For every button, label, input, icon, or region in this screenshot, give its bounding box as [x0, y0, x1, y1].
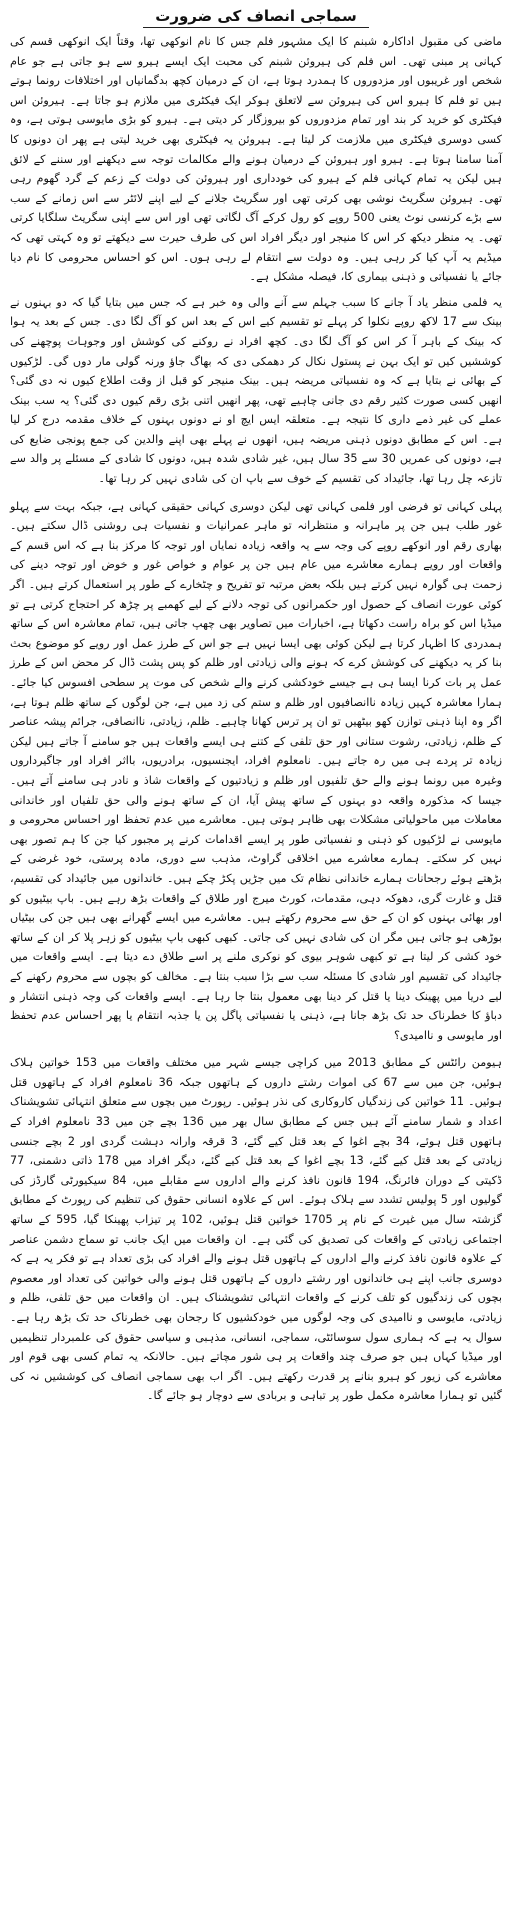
- title-wrap: [10, 6, 502, 28]
- article-paragraph: ہیومن رائٹس کے مطابق 2013 میں کراچی جیسے شہر میں مختلف واقعات میں 153 خواتین ہلاک ہوئیں، جن میں سے 67 کی اموات رشتے داروں کے ہاتھوں جبکہ 36 نامعلوم افراد کے ہاتھوں قتل ہوئیں۔ 11 خواتین کی زندگیاں کاروکاری کی نذر ہوئیں۔ رپورٹ میں بچوں سے متعلق انتہائی تشویشناک اعداد و شمار سامنے آئے ہیں جس کے مطابق سال بھر میں 136 بچے جن میں 33 نامعلوم افراد کے ہاتھوں قتل ہوئے، 34 بچے اغوا کے بعد قتل کیے گئے، 3 قرقہ وارانہ دہشت گردی اور 2 بچے جنسی زیادتی کے بعد قتل کیے گئے، 13 بچے اغوا کے بعد قتل کیے گئے، دیگر افراد میں 178 ذاتی دشمنی، 77 ڈکیتی کے دوران فائرنگ، 194 قانون نافذ کرنے والے اداروں سے مقابلے میں، 84 سیکیورٹی گارڈز کی گولیوں اور 5 پولیس تشدد سے ہلاک ہوئے۔ اس کے علاوہ انسانی حقوق کی تنظیم کی رپورٹ کے مطابق گزشتہ سال میں غیرت کے نام پر 1705 خواتین قتل ہوئیں، 102 پر تیزاب پھینکا گیا، 595 کے ساتھ اجتماعی زیادتی کے واقعات کی تصدیق کی گئی ہے۔ ان واقعات میں ایک جانب تو سماج دشمن عناصر کے علاوہ قانون نافذ کرنے والے اداروں کے ہاتھوں قتل ہونے والے افراد کی بڑی تعداد ہے تو فکر یہ ہے کہ دوسری جانب اپنے ہی خاندانوں اور رشتے داروں کے ہاتھوں قتل ہونے والی خواتین کی تعداد اور معصوم بچوں کی زندگیوں کو تلف کرنے کے واقعات انتہائی تشویشناک ہیں۔ ان واقعات میں حق تلفی، ظلم و زیادتی، مایوسی و ناامیدی کی وجہ لوگوں میں خودکشیوں کا رجحان بھی خطرناک حد تک بڑھ رہا ہے۔ سوال یہ ہے کہ ہماری سول سوسائٹی، سماجی، انسانی، مذہبی و سیاسی حقوق کی علمبردار تنظیمیں اور میڈیا کہاں ہیں جو صرف چند واقعات پر ہی شور مچاتے ہیں۔ حالانکہ یہ تمام کسی بھی قوم اور معاشرے کی زیور کو ہیرو بنانے پر قدرت رکھتے ہیں۔ اگر اب بھی سماجی انصاف کی کوششیں نہ کی گئیں تو ہمارا معاشرہ مکمل طور پر تباہی و بربادی سے دوچار ہو جائے گا۔: [10, 1056, 503, 1403]
- article-title: سماجی انصاف کی ضرورت: [143, 7, 368, 28]
- article-paragraph: پہلی کہانی تو فرضی اور فلمی کہانی تھی لیکن دوسری کہانی حقیقی کہانی ہے، جبکہ بہت سے پہلو غور طلب ہیں جن پر ماہرانہ و منتظرانہ تو ماہر عمرانیات و نفسیات ہی روشنی ڈال سکتے ہیں۔ بھاری رقم اور انوکھے روپے کی وجہ سے یہ واقعہ زیادہ نمایاں اور توجہ کا مرکز بنا ہے کہ اس قسم کے واقعات اور رویے ہمارے معاشرے میں عام ہیں جن پر عوام و خواص غور و خوض اور توجہ دینے کی زحمت ہی گوارہ نہیں کرتے ہیں بلکہ بعض مرتبہ تو تفریح و چٹخارے کے طور پر استعمال کرتے ہیں۔ اگر کوئی عورت انصاف کے حصول اور حکمرانوں کی توجہ دلانے کے لیے کھمبے پر چڑھ کر احتجاج کرتی ہے تو میڈیا اس کو براہ راست دکھاتا ہے، اخبارات میں تصاویر بھی چھپ جاتی ہیں، تمام معاشرہ اس کے ساتھ ہمدردی کا اظہار کرتا ہے لیکن کوئی بھی ایسا نہیں ہے جو اس کے طرز عمل اور رویے کو موضوع بحث بنا کر یہ دیکھنے کی کوشش کرے کہ ہونے والی زیادتی اور ظلم کو پس پشت ڈال کر محض اس کے طرز عمل پر بات کرنا ایسا ہی ہے جیسے خودکشی کرنے والے شخص کی موت پر سطحی افسوس کیا جائے۔ ہمارا معاشرہ کہیں زیادہ ناانصافیوں اور ظلم و ستم کی زد میں ہے، جن لوگوں کے ساتھ ظلم ہوتا ہے، اگر وہ اپنا ذہنی توازن کھو بیٹھیں تو ان پر ترس کھانا چاہیے۔ ظلم، زیادتی، ناانصافی، جرائم پیشہ عناصر کے ظلم، زیادتی، رشوت ستانی اور حق تلفی کے کتنے ہی ایسے واقعات ہیں جو سامنے آ جاتے ہیں لیکن زیادہ تر پردے ہی میں رہ جاتے ہیں۔ نامعلوم افراد، ایجنسیوں، برادریوں، بااثر افراد اور جاگیرداروں وغیرہ میں رونما ہونے والے حق تلفیوں اور ظلم و زیادتیوں کے واقعات شاذ و نادر ہی سامنے آتے ہیں۔ جیسا کہ مذکورہ واقعہ دو بہنوں کے ساتھ پیش آیا، ان کے ساتھ ہونے والی حق تلفیاں اور خاندانی معاملات میں ماحولیاتی مشکلات بھی ظاہر ہوتی ہیں۔ معاشرے میں عدم تحفظ اور احساس محرومی و مایوسی نے لڑکیوں کو ذہنی و نفسیاتی طور پر ایسے اقدامات کرنے پر مجبور کیا جن کا ہم تصور بھی نہیں کر سکتے۔ ہمارے معاشرے میں اخلاقی گراوٹ، مذہب سے دوری، مادہ پرستی، خود غرضی کے بڑھتے ہوئے رجحانات ہمارے خاندانی نظام تک میں جڑیں پکڑ چکے ہیں۔ خاندانوں میں جائیداد کی تقسیم، قتل و غارت گری، دھوکہ دہی، مقدمات، کورٹ میرج اور طلاق کے واقعات بڑھ رہے ہیں۔ باپ بیٹیوں کو اور بھائی بہنوں کو ان کے حق سے محروم رکھتے ہیں۔ معاشرے میں ایسے گھرانے بھی ہیں جن کی بیٹیاں بوڑھی ہو جاتی ہیں مگر ان کی شادی نہیں کی جاتی۔ کبھی کبھی باپ بیٹیوں کو زہر پلا کر ان کے ساتھ خود کشی کر لیتا ہے تو کبھی شوہر بیوی کو نوکری ملنے پر اسے طلاق دے دیتا ہے۔ ایسے واقعات میں جائیداد کی تقسیم اور شادی کا مسئلہ سب سے بڑا سبب بنتا ہے۔ مخالف کو بچوں سے محروم رکھنے کے لیے دریا میں پھینک دینا یا قتل کر دینا بھی معمول بنتا جا رہا ہے۔ ایسے واقعات کی وجہ ذہنی انتشار و دباؤ کا خطرناک حد تک بڑھ جانا ہے، ذہنی یا نفسیاتی پاگل پن یا جذبہ انتقام یا پھر احساس عدم تحفظ اور مایوسی و ناامیدی؟: [10, 499, 502, 1042]
- article-paragraph: ماضی کی مقبول اداکارہ شبنم کا ایک مشہور فلم جس کا نام انوکھی تھا، وقتاً ایک انوکھی قسم کی کہانی پر مبنی تھی۔ اس فلم کی ہیروئن شبنم کی محبت ایک ایسے ہیرو سے ہو جاتی ہے جو عام شخص اور غریبوں اور مزدوروں کا ہمدرد ہوتا ہے، ان کے درمیان کچھ بدگمانیاں اور اختلافات رونما ہوتے ہیں تو فلم کا ہیرو اس کی ہیروئن سے لاتعلق ہوکر ایک فیکٹری میں ملازم ہو جاتا ہے۔ ہیروئن اس فیکٹری کو خرید کر بند اور تمام مزدوروں کو بیروزگار کر دیتی ہے۔ ہیرو کو بڑی مایوسی ہوتی ہے، وہ کسی دوسری فیکٹری میں ملازمت کر لیتا ہے۔ ہیروئن یہ فیکٹری بھی خرید لیتی ہے پھر ان دونوں کا آمنا سامنا ہوتا ہے۔ ہیرو اور ہیروئن کے درمیان ہونے والے مکالمات توجہ سے دیکھنے اور سننے کے لائق ہیں لیکن یہ تمام کہانی فلم کے ہیرو کی خودداری اور ہیروئن کی دولت کے زعم کے گرد گھوم رہی تھی۔ ہیروئن سگریٹ نوشی بھی کرتی تھی اور سگریٹ جلانے کے لیے اپنے لائٹر سے اس زمانے کے سب سے بڑے کرنسی نوٹ یعنی 500 روپے کو رول کرکے آگ لگاتی تھی اور اس سے اپنی سگریٹ سلگایا کرتی تھی۔ یہ منظر دیکھ کر اس کا منیجر اور دیگر افراد اس کی طرف حیرت سے دیکھتے تو وہ کہتی تھی کہ میڈیم یہ آپ کیا کر رہی ہیں۔ وہ دولت سے انتقام لے رہی ہوں۔ اس کو احساس محرومی کا نام دیا جائے یا نفسیاتی و ذہنی بیماری کا، فیصلہ مشکل ہے۔: [10, 35, 502, 284]
- article-paragraph: یہ فلمی منظر یاد آ جانے کا سبب جہلم سے آنے والی وہ خبر ہے کہ جس میں بتایا گیا کہ دو بہنوں نے بینک سے 17 لاکھ روپے نکلوا کر پہلے تو تقسیم کیے اس کے بعد اس کو آگ لگا دی۔ جس کے بعد یہ ہوا کہ بینک کے باہر آ کر اس کو آگ لگا دی۔ کچھ افراد نے روکنے کی کوشش اور وجوہات پوچھنے کی کوششیں کیں تو ایک بہن نے پستول نکال کر دھمکی دی کہ بھاگ جاؤ ورنہ گولی مار دوں گی۔ لڑکیوں کے بھائی نے بتایا ہے کہ وہ نفسیاتی مریضہ ہیں۔ بینک منیجر کو قبل از وقت اطلاع کیوں نہ دی گئی؟ انھیں کسی صورت کثیر رقم دی جانی چاہیے تھی، پھر انھیں اتنی بڑی رقم کیوں دی گئی؟ یہ سب بینک عملے کی غیر ذمے داری کا نتیجہ ہے۔ متعلقہ ایس ایچ او نے دونوں بہنوں کے خلاف مقدمہ درج کر لیا ہے۔ اس کے مطابق دونوں ذہنی مریضہ ہیں، انھوں نے پہلے بھی اپنے والدین کی جمع پونجی ضایع کی ہے، دونوں کی عمریں 30 سے 35 سال ہیں، غیر شادی شدہ ہیں، دونوں کا شادی کے مسئلے پر والد سے تازعہ چل رہا تھا، جائیداد کی تقسیم کے خوف سے باپ ان کی شادی نہیں کر رہا تھا۔: [10, 295, 502, 486]
